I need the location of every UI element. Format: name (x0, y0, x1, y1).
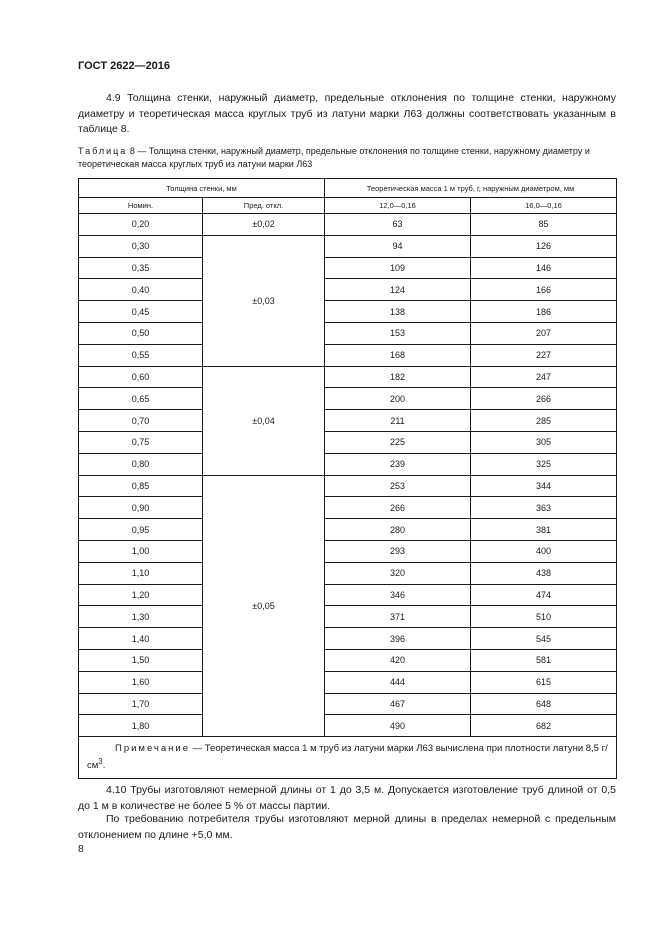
table-row (79, 540, 617, 562)
cell-mass-12: 182 (325, 366, 471, 388)
cell-mass-16: 682 (471, 715, 617, 737)
table-row (79, 257, 617, 279)
cell-nominal: 1,40 (79, 628, 203, 650)
cell-nominal: 0,45 (79, 301, 203, 323)
cell-mass-16: 285 (471, 410, 617, 432)
cell-nominal: 0,20 (79, 214, 203, 236)
cell-mass-16: 615 (471, 671, 617, 693)
cell-mass-12: 396 (325, 628, 471, 650)
cell-mass-16: 305 (471, 431, 617, 453)
cell-tolerance: ±0,05 (203, 475, 325, 737)
cell-mass-16: 85 (471, 214, 617, 236)
paragraph-4-10 (78, 783, 616, 814)
paragraph-4-9 (78, 91, 616, 138)
document-header: ГОСТ 2622—2016 (78, 60, 171, 72)
cell-tolerance: ±0,03 (203, 235, 325, 366)
paragraph-requirement-text: По требованию потребителя трубы изготовляют мерной длины в пределах немерной с предельным отклонением по длине +5,0 мм. (78, 813, 616, 841)
subheader-nominal: Номин. (79, 198, 203, 214)
cell-tolerance: ±0,04 (203, 366, 325, 475)
cell-nominal: 1,50 (79, 649, 203, 671)
cell-nominal: 0,70 (79, 410, 203, 432)
cell-nominal: 0,65 (79, 388, 203, 410)
table-row (79, 671, 617, 693)
cell-mass-16: 363 (471, 497, 617, 519)
table-row (79, 693, 617, 715)
cell-mass-12: 211 (325, 410, 471, 432)
cell-mass-12: 371 (325, 606, 471, 628)
table-row (79, 519, 617, 541)
cell-mass-16: 146 (471, 257, 617, 279)
table-row (79, 214, 617, 236)
table-caption-text: 8 — Толщина стенки, наружный диаметр, предельные отклонения по толщине стенки, наружному диаметру и теоретическая масса круглых труб из латуни марки Л63 (78, 146, 590, 169)
table-row (79, 279, 617, 301)
table-row (79, 497, 617, 519)
table-caption-label: Таблица (78, 146, 128, 156)
cell-nominal: 1,20 (79, 584, 203, 606)
subheader-tolerance: Пред. откл. (203, 198, 325, 214)
cell-mass-12: 138 (325, 301, 471, 323)
cell-nominal: 0,40 (79, 279, 203, 301)
table-row (79, 562, 617, 584)
table-row (79, 235, 617, 257)
cell-mass-12: 293 (325, 540, 471, 562)
note-text: — Теоретическая масса 1 м труб из латуни марки Л63 вычислена при плотности латуни 8,5 г/см (87, 743, 608, 772)
cell-nominal: 0,85 (79, 475, 203, 497)
cell-nominal: 0,95 (79, 519, 203, 541)
cell-mass-16: 227 (471, 344, 617, 366)
paragraph-4-10-text: 4.10 Трубы изготовляют немерной длины от 1 до 3,5 м. Допускается изготовление труб длиной от 0,5 до 1 м в количестве не более 5 % от массы партии. (78, 784, 616, 812)
cell-mass-12: 124 (325, 279, 471, 301)
cell-mass-12: 153 (325, 322, 471, 344)
table-note (79, 737, 617, 779)
cell-nominal: 0,80 (79, 453, 203, 475)
table-row (79, 475, 617, 497)
cell-mass-16: 438 (471, 562, 617, 584)
cell-mass-12: 168 (325, 344, 471, 366)
cell-mass-16: 510 (471, 606, 617, 628)
cell-mass-12: 109 (325, 257, 471, 279)
table-body (79, 214, 617, 737)
cell-nominal: 0,60 (79, 366, 203, 388)
cell-mass-12: 420 (325, 649, 471, 671)
table-row (79, 301, 617, 323)
table-row (79, 606, 617, 628)
cell-mass-16: 266 (471, 388, 617, 410)
paragraph-requirement (78, 812, 616, 843)
table-row (79, 410, 617, 432)
cell-nominal: 0,90 (79, 497, 203, 519)
cell-mass-12: 266 (325, 497, 471, 519)
table-row (79, 584, 617, 606)
cell-tolerance: ±0,02 (203, 214, 325, 236)
subheader-diameter-16: 16,0—0,16 (471, 198, 617, 214)
table-row (79, 715, 617, 737)
cell-mass-12: 320 (325, 562, 471, 584)
cell-mass-12: 346 (325, 584, 471, 606)
table-row (79, 649, 617, 671)
cell-nominal: 0,30 (79, 235, 203, 257)
cell-nominal: 1,30 (79, 606, 203, 628)
table-row (79, 344, 617, 366)
page-number: 8 (78, 843, 84, 855)
cell-nominal: 1,10 (79, 562, 203, 584)
note-superscript: 3 (98, 757, 103, 767)
paragraph-4-9-text: 4.9 Толщина стенки, наружный диаметр, предельные отклонения по толщине стенки, наружному диаметру и теоретическая масса круглых труб из латуни марки Л63 должны соответствовать указанным в таблице 8. (78, 92, 616, 135)
cell-mass-16: 325 (471, 453, 617, 475)
cell-mass-12: 239 (325, 453, 471, 475)
note-end: . (102, 760, 106, 772)
cell-nominal: 0,55 (79, 344, 203, 366)
header-wall-thickness: Толщина стенки, мм (79, 179, 325, 198)
cell-nominal: 1,60 (79, 671, 203, 693)
cell-mass-16: 126 (471, 235, 617, 257)
table-row (79, 431, 617, 453)
tube-mass-table (78, 178, 617, 779)
cell-nominal: 0,35 (79, 257, 203, 279)
cell-mass-12: 200 (325, 388, 471, 410)
cell-mass-12: 467 (325, 693, 471, 715)
cell-mass-12: 280 (325, 519, 471, 541)
table-row (79, 628, 617, 650)
table-row (79, 453, 617, 475)
cell-mass-16: 186 (471, 301, 617, 323)
cell-mass-16: 581 (471, 649, 617, 671)
cell-nominal: 1,00 (79, 540, 203, 562)
cell-mass-12: 225 (325, 431, 471, 453)
cell-mass-16: 400 (471, 540, 617, 562)
cell-mass-16: 474 (471, 584, 617, 606)
cell-mass-16: 545 (471, 628, 617, 650)
subheader-diameter-12: 12,0—0,16 (325, 198, 471, 214)
table-row (79, 388, 617, 410)
cell-mass-16: 247 (471, 366, 617, 388)
table-row (79, 366, 617, 388)
cell-mass-16: 207 (471, 322, 617, 344)
note-label: Примечание (115, 743, 190, 755)
cell-nominal: 1,80 (79, 715, 203, 737)
cell-mass-12: 63 (325, 214, 471, 236)
cell-mass-12: 444 (325, 671, 471, 693)
cell-mass-16: 166 (471, 279, 617, 301)
cell-mass-12: 94 (325, 235, 471, 257)
cell-nominal: 1,70 (79, 693, 203, 715)
cell-mass-12: 490 (325, 715, 471, 737)
cell-mass-16: 381 (471, 519, 617, 541)
header-theoretical-mass: Теоретическая масса 1 м труб, г, наружным диаметром, мм (325, 179, 617, 198)
cell-mass-16: 648 (471, 693, 617, 715)
cell-mass-12: 253 (325, 475, 471, 497)
cell-nominal: 0,75 (79, 431, 203, 453)
table-caption (78, 145, 616, 170)
table-row (79, 322, 617, 344)
cell-nominal: 0,50 (79, 322, 203, 344)
cell-mass-16: 344 (471, 475, 617, 497)
